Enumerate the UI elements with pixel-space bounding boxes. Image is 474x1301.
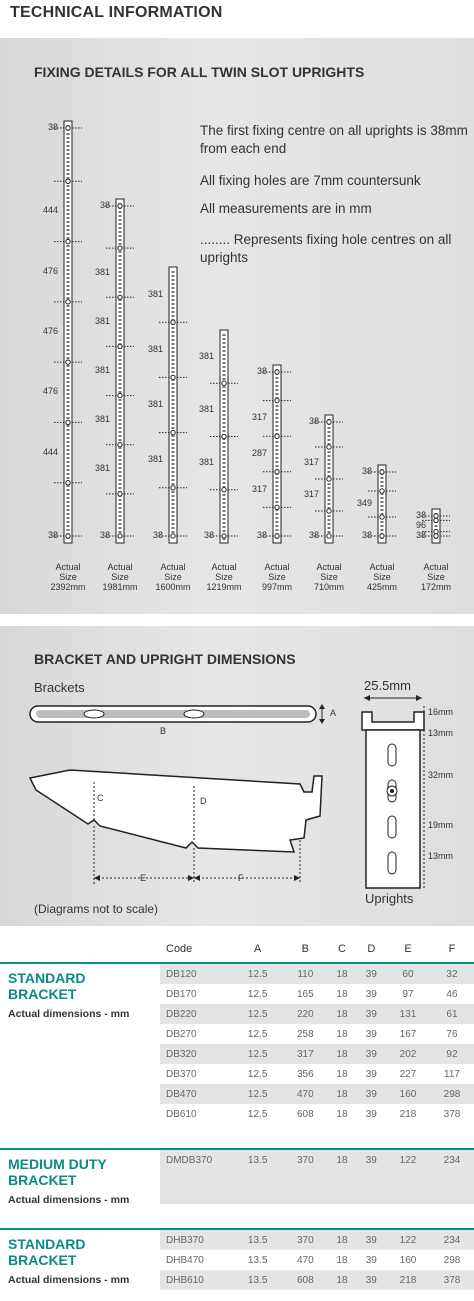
upright-1 [54,121,82,543]
group-rule [0,1148,474,1150]
upright-7 [368,465,396,543]
upright-7-seg-3: 38 [361,530,372,540]
table-row [160,964,474,984]
group-name [8,1156,107,1188]
upright-4-seg-1: 381 [198,350,214,361]
cell-value: 18 [336,1254,348,1266]
upright-2-seg-1: 38 [99,200,110,210]
caption-actual: Actual [55,562,81,572]
table-row [160,1270,474,1290]
caption-length: 710mm [313,582,344,592]
cell-value: 60 [386,964,430,984]
spacer-cell [160,1204,474,1230]
group-name [8,1236,86,1268]
group-name-line1: STANDARD [8,970,86,986]
cell-value: 122 [386,1230,430,1250]
col-e: E [404,943,412,955]
cell-value: 46 [446,988,458,1000]
table-row [160,1084,474,1104]
cell-value: 76 [446,1028,458,1040]
upright-3-seg-3: 381 [147,399,163,409]
cell-value: 39 [357,1084,386,1104]
cell-code: DB470 [160,1084,232,1104]
upright-8 [422,509,450,543]
cell-value: 39 [365,1254,377,1266]
bracket-diagram [0,626,474,926]
cell-value: 117 [444,1068,460,1080]
cell-value: 258 [296,1028,314,1040]
dim-a: A [330,708,337,718]
cell-code: DHB470 [166,1254,204,1266]
caption-actual: Actual [316,562,342,572]
caption-size: Size [268,572,286,582]
group-spacer [160,1204,474,1230]
table-row [160,1064,474,1084]
cell-value: 61 [430,1004,474,1024]
cell-value: 218 [399,1108,417,1120]
col-code: Code [166,943,193,955]
cell-value: 18 [327,1270,356,1290]
cell-value: 12.5 [232,1044,283,1064]
cell-value: 370 [283,1230,327,1250]
upright-5-caption [252,562,302,592]
upright-4 [210,330,238,543]
upright-1-caption [43,562,93,592]
upright-2-seg-4: 381 [94,365,110,375]
cell-value: 39 [357,1044,386,1064]
table-row [160,1004,474,1024]
upright-8-caption [411,562,461,592]
group-name-line2: BRACKET [8,1172,77,1188]
caption-actual: Actual [107,562,133,572]
note-holes: All fixing holes are 7mm countersunk [200,173,421,188]
dim-e: E [140,873,147,883]
cell-value: 18 [336,988,348,1000]
caption-length: 1981mm [102,582,138,592]
upright-8-seg-2: 96 [415,520,426,530]
cell-value: 218 [386,1270,430,1290]
bracket-top-view [30,704,325,724]
table-header-row [160,934,474,964]
upright-6 [315,415,343,543]
caption-actual: Actual [211,562,237,572]
upright-6-seg-4: 38 [308,530,319,540]
bracket-heading: BRACKET AND UPRIGHT DIMENSIONS [34,651,296,667]
caption-size: Size [59,572,77,582]
cell-value: 18 [327,1230,356,1250]
table-row [160,1024,474,1044]
cell-value: 18 [327,1084,356,1104]
cell-code: DB610 [166,1108,197,1120]
upright-5-seg-2: 317 [251,412,267,423]
cell-code: DB270 [166,1028,197,1040]
cell-value: 227 [399,1068,417,1080]
upright-3-seg-4: 381 [147,454,163,465]
cell-code: DB120 [160,964,232,984]
cell-value: 470 [296,1254,314,1266]
upright-5-seg-1: 38 [256,366,267,376]
group-filler [160,1170,474,1204]
dim-16mm: 16mm [428,707,454,717]
dim-f: F [238,873,244,883]
caption-actual: Actual [264,562,290,572]
cell-value: 12.5 [247,1028,268,1040]
upright-5-seg-4: 317 [251,483,267,494]
upright-3-caption [148,562,198,592]
cell-value: 32 [430,964,474,984]
cell-value: 12.5 [232,964,283,984]
cell-value: 18 [336,1028,348,1040]
upright-4-caption [199,562,249,592]
cell-value: 160 [399,1254,417,1266]
cell-value: 356 [296,1068,314,1080]
upright-3-seg-5: 38 [152,530,163,540]
cell-value: 317 [283,1044,327,1064]
cell-code: DB170 [166,988,197,1000]
table-row [160,1150,474,1170]
dim-19mm: 19mm [428,820,454,830]
cell-code: DB320 [160,1044,232,1064]
cell-value: 122 [386,1150,430,1170]
group-name-line1: MEDIUM DUTY [8,1156,107,1172]
cell-value: 12.5 [232,1084,283,1104]
uprights-diagram [0,0,474,614]
col-b: B [301,943,309,955]
cell-value: 12.5 [232,1004,283,1024]
caption-size: Size [164,572,182,582]
caption-actual: Actual [423,562,449,572]
upright-6-seg-3: 317 [303,489,319,499]
dim-13mm-top: 13mm [428,728,454,738]
upright-5-seg-5: 38 [256,530,267,540]
upright-2 [106,199,134,543]
dim-13mm-bottom: 13mm [428,851,454,861]
upright-6-seg-1: 38 [308,416,319,426]
upright-1-seg-7: 38 [47,530,58,540]
cell-value: 110 [283,964,327,984]
cell-value: 131 [386,1004,430,1024]
cell-code: DMDB370 [160,1150,232,1170]
upright-3-seg-2: 381 [147,343,163,354]
upright-4-seg-3: 381 [198,457,214,468]
upright-6-caption [304,562,354,592]
group-name-line2: BRACKET [8,986,77,1002]
upright-2-seg-7: 38 [99,530,110,540]
caption-actual: Actual [160,562,186,572]
cell-value: 18 [336,1108,348,1120]
caption-size: Size [320,572,338,582]
spacer-cell [160,1124,474,1150]
cell-value: 220 [283,1004,327,1024]
cell-value: 39 [357,1270,386,1290]
caption-size: Size [427,572,445,582]
cell-value: 39 [365,1028,377,1040]
col-a: A [253,943,262,955]
upright-8-seg-3: 38 [415,530,426,540]
cell-value: 608 [283,1270,327,1290]
caption-length: 1600mm [155,582,191,592]
cell-value: 12.5 [247,1108,268,1120]
uprights-label: Uprights [365,891,414,906]
cell-value: 13.5 [232,1230,283,1250]
cell-value: 470 [283,1084,327,1104]
cell-value: 298 [430,1084,474,1104]
cell-value: 234 [430,1150,474,1170]
cell-value: 13.5 [232,1270,283,1290]
caption-size: Size [111,572,129,582]
upright-7-caption [357,562,407,592]
col-f: F [448,943,456,955]
caption-size: Size [373,572,391,582]
upright-width-label: 25.5mm [364,678,411,693]
caption-actual: Actual [369,562,395,572]
table-row [160,1250,474,1270]
cell-value: 12.5 [247,988,268,1000]
cell-value: 165 [296,988,314,1000]
upright-1-seg-3: 476 [42,265,58,276]
upright-1-seg-6: 444 [42,446,58,457]
upright-7-seg-2: 349 [356,498,372,508]
note-units: All measurements are in mm [200,201,372,216]
cell-value: 18 [327,1150,356,1170]
note-first-fixing: The first fixing centre on all uprights is 38mm from each end [200,123,468,156]
cell-value: 39 [365,988,377,1000]
upright-2-seg-3: 381 [94,315,110,326]
filler-cell [160,1170,474,1204]
cell-value: 18 [336,1068,348,1080]
cell-value: 39 [357,1230,386,1250]
cell-value: 167 [399,1028,417,1040]
upright-2-seg-5: 381 [94,414,110,425]
upright-4-seg-4: 38 [203,530,214,540]
upright-2-seg-6: 381 [94,463,110,474]
cell-value: 18 [327,964,356,984]
upright-8-seg-1: 38 [415,510,426,520]
cell-value: 39 [357,1150,386,1170]
cell-value: 378 [443,1108,461,1120]
cell-value: 39 [357,1004,386,1024]
caption-length: 2392mm [50,582,86,592]
cell-value: 18 [327,1044,356,1064]
cell-value: 234 [430,1230,474,1250]
cell-value: 202 [386,1044,430,1064]
upright-2-seg-2: 381 [94,266,110,277]
dimensions-table [160,934,474,1290]
cell-value: 97 [402,988,414,1000]
caption-length: 1219mm [206,582,242,592]
upright-5 [263,365,291,543]
upright-6-seg-2: 317 [303,457,319,467]
cell-value: 378 [430,1270,474,1290]
cell-value: 608 [296,1108,314,1120]
group-name-line2: BRACKET [8,1252,77,1268]
dim-d: D [200,796,207,806]
upright-4-seg-2: 381 [198,403,214,414]
cell-value: 39 [357,964,386,984]
brackets-label: Brackets [34,680,85,695]
table-row [160,1230,474,1250]
upright-7-seg-1: 38 [361,466,372,476]
dim-b: B [160,726,167,736]
cell-code: DHB370 [160,1230,232,1250]
dim-c: C [97,793,104,803]
group-rule [0,962,474,964]
caption-size: Size [215,572,233,582]
cell-code: DB370 [166,1068,197,1080]
cell-value: 160 [386,1084,430,1104]
table-row [160,1104,474,1124]
cell-value: 298 [443,1254,461,1266]
cell-value: 13.5 [247,1254,268,1266]
cell-value: 370 [283,1150,327,1170]
fixing-heading: FIXING DETAILS FOR ALL TWIN SLOT UPRIGHTS [34,64,365,80]
cell-value: 39 [365,1068,377,1080]
note-dots: ........ Represents fixing hole centres on all uprights [200,232,452,265]
col-c: C [338,943,346,955]
upright-1-seg-1: 38 [47,122,58,132]
upright-5-seg-3: 287 [251,448,267,458]
cell-value: 18 [327,1004,356,1024]
group-name-line1: STANDARD [8,1236,86,1252]
cell-value: 12.5 [247,1068,268,1080]
upright-1-seg-2: 444 [42,205,58,216]
upright-3 [159,267,187,543]
group-rule [0,1228,474,1230]
upright-3-seg-1: 381 [147,288,163,299]
upright-2-caption [95,562,145,592]
table-row [160,1044,474,1064]
cell-value: 39 [365,1108,377,1120]
upright-1-seg-4: 476 [42,326,58,336]
col-d: D [367,943,376,955]
page-title: TECHNICAL INFORMATION [10,4,223,21]
group-subtitle: Actual dimensions - mm [8,1194,130,1206]
table-row [160,984,474,1004]
caption-length: 997mm [261,582,292,592]
group-subtitle: Actual dimensions - mm [8,1274,130,1286]
group-subtitle: Actual dimensions - mm [8,1008,130,1020]
scale-note: (Diagrams not to scale) [34,902,159,916]
group-spacer [160,1124,474,1150]
dim-32mm: 32mm [428,770,454,780]
cell-code: DHB610 [160,1270,232,1290]
cell-value: 92 [430,1044,474,1064]
upright-1-seg-5: 476 [42,386,58,397]
caption-length: 172mm [420,582,451,592]
cell-value: 13.5 [232,1150,283,1170]
bracket-side-view [30,770,322,884]
cell-code: DB220 [160,1004,232,1024]
upright-end-view [362,695,424,888]
caption-length: 425mm [366,582,397,592]
group-name [8,970,86,1002]
